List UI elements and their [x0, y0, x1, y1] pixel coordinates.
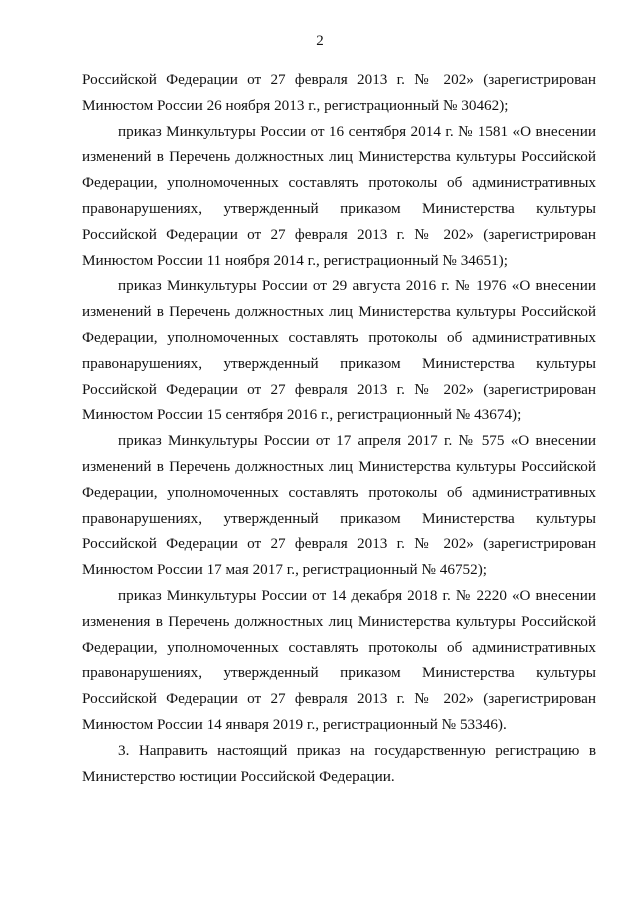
page-number: 2 — [316, 33, 324, 49]
paragraph-order-1976: приказ Минкультуры России от 29 августа 2016 г. № 1976 «О внесении изменений в Перечень должностных лиц Министерства культуры Российской Федерации, уполномоченных составлять протоколы об административных правонарушениях, утвержденный приказом Министерства культуры Российской Федерации от 27 февраля 2013 г. № 202» (зарегистрирован Минюстом России 15 сентября 2016 г., регистрационный № 43674); — [82, 277, 596, 424]
paragraph-order-1581: приказ Минкультуры России от 16 сентября 2014 г. № 1581 «О внесении изменений в Перечень должностных лиц Министерства культуры Российской Федерации, уполномоченных составлять протоколы об административных правонарушениях, утвержденный приказом Министерства культуры Российской Федерации от 27 февраля 2013 г. № 202» (зарегистрирован Минюстом России 11 ноября 2014 г., регистрационный № 34651); — [82, 122, 596, 269]
paragraph-order-2220: приказ Минкультуры России от 14 декабря 2018 г. № 2220 «О внесении изменения в Перечень должностных лиц Министерства культуры Российской Федерации, уполномоченных составлять протоколы об административных правонарушениях, утвержденный приказом Министерства культуры Российской Федерации от 27 февраля 2013 г. № 202» (зарегистрирован Минюстом России 14 января 2019 г., регистрационный № 53346). — [82, 586, 596, 733]
paragraph-order-575: приказ Минкультуры России от 17 апреля 2017 г. № 575 «О внесении изменений в Перечень должностных лиц Министерства культуры Российской Федерации, уполномоченных составлять протоколы об административных правонарушениях, утвержденный приказом Министерства культуры Российской Федерации от 27 февраля 2013 г. № 202» (зарегистрирован Минюстом России 17 мая 2017 г., регистрационный № 46752); — [82, 432, 596, 579]
paragraph-item-3: 3. Направить настоящий приказ на государственную регистрацию в Министерство юстиции Российской Федерации. — [82, 741, 596, 785]
paragraph-continuation: Российской Федерации от 27 февраля 2013 г. № 202» (зарегистрирован Минюстом России 26 ноября 2013 г., регистрационный № 30462); — [82, 71, 596, 114]
document-body — [82, 67, 596, 789]
